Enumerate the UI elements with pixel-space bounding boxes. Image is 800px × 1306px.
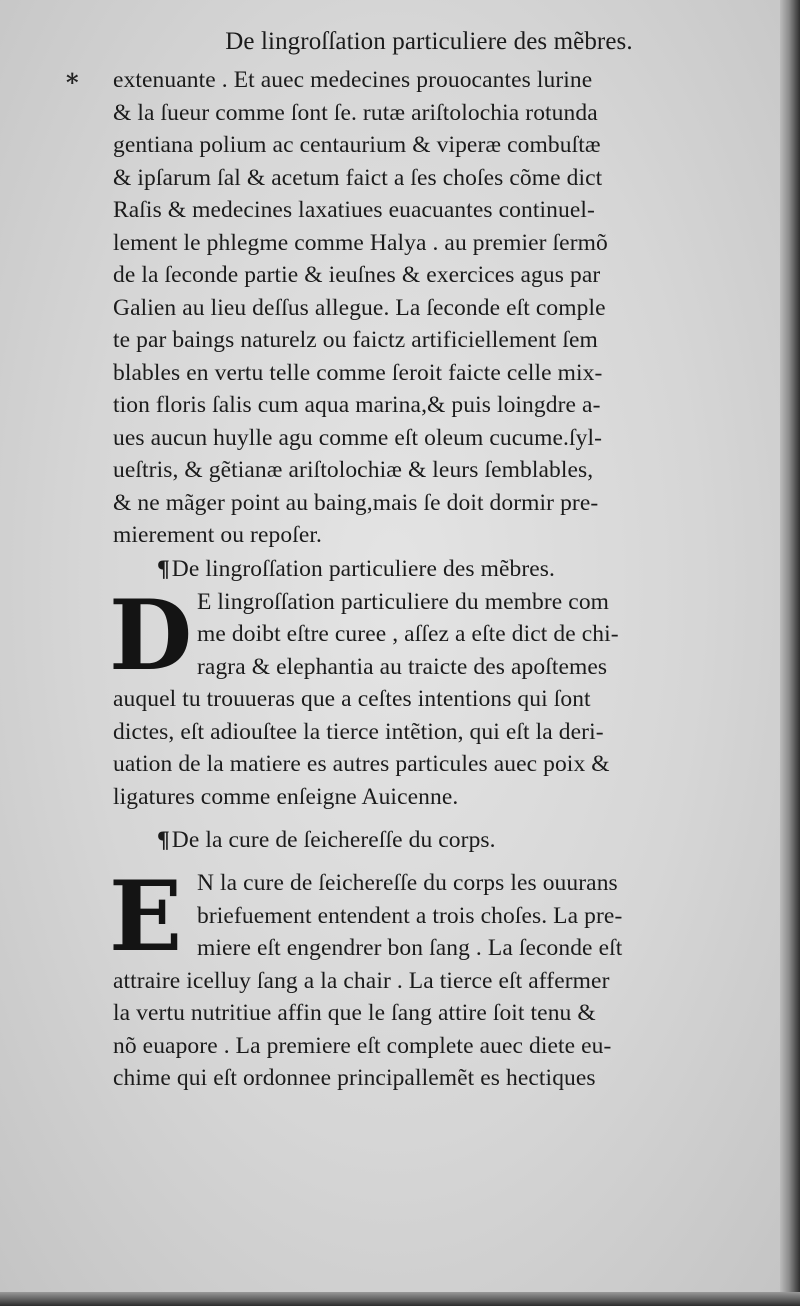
paragraph-1 <box>113 64 735 552</box>
section-heading <box>113 823 735 857</box>
text-line: & ne mãger point au baing,mais ſe doit dormir pre- <box>113 489 599 516</box>
text-line: dictes, eſt adiouſtee la tierce intẽtion, qui eſt la deri- <box>113 718 604 745</box>
section-heading-text: De lingroſſation particuliere des mẽbres. <box>171 555 556 582</box>
text-line: extenuante . Et auec medecines prouocantes lurine <box>113 67 593 93</box>
section-heading <box>113 552 735 586</box>
text-line: chime qui eſt ordonnee principallemẽt es hectiques <box>113 1065 596 1091</box>
text-line: la vertu nutritiue affin que le ſang attire ſoit tenu & <box>113 1000 596 1026</box>
text-line: lement le phlegme comme Halya . au premier ſermõ <box>113 229 608 256</box>
text-line: de la ſeconde partie & ieuſnes & exercices agus par <box>113 262 601 288</box>
marginal-mark: * <box>66 68 79 97</box>
text-line: te par baings naturelz ou faictz artificiellement ſem <box>113 327 598 353</box>
text-line: ragra & elephantia au traicte des apoſtemes <box>197 653 608 680</box>
spacer <box>113 813 735 823</box>
text-line: ues aucun huylle agu comme eſt oleum cucume.ſyl- <box>113 424 603 451</box>
drop-cap: E <box>109 860 183 973</box>
pilcrow-icon: ¶ <box>157 827 170 853</box>
section-2-body <box>109 860 735 1095</box>
text-line: nõ euapore . La premiere eſt complete auec diete eu- <box>113 1032 612 1059</box>
text-line: uation de la matiere es autres particules auec poix & <box>113 751 610 777</box>
text-line: ligatures comme enſeigne Auicenne. <box>113 783 459 810</box>
text-line: auquel tu trouueras que a ceſtes intentions qui ſont <box>113 686 591 712</box>
spacer <box>113 857 735 867</box>
text-line: ueſtris, & gẽtianæ ariſtolochiæ & leurs ſemblables, <box>113 457 594 483</box>
text-line: mierement ou repoſer. <box>113 522 322 548</box>
text-line: & ipſarum ſal & acetum faict a ſes choſes cõme dict <box>113 164 603 191</box>
page-text <box>109 20 735 1095</box>
text-line: & la ſueur comme ſont ſe. rutæ ariſtolochia rotunda <box>113 99 598 126</box>
text-line: Galien au lieu deſſus allegue. La ſeconde eſt comple <box>113 294 606 321</box>
text-line: attraire icelluy ſang a la chair . La tierce eſt affermer <box>113 967 610 994</box>
text-line: blables en vertu telle comme ſeroit faicte celle mix- <box>113 359 603 386</box>
text-line: E lingroſſation particuliere du membre com <box>197 588 610 615</box>
section-heading-text: De la cure de ſeichereſſe du corps. <box>171 827 496 853</box>
pilcrow-icon: ¶ <box>157 555 170 582</box>
text-line: N la cure de ſeichereſſe du corps les ouurans <box>197 870 618 896</box>
page-edge-right <box>780 0 800 1306</box>
section-1-body <box>109 578 735 814</box>
page-edge-bottom <box>0 1292 800 1306</box>
text-line: briefuement entendent a trois choſes. La pre- <box>197 902 623 929</box>
running-head: De lingroſſation particuliere des mẽbres. <box>225 28 633 55</box>
text-line: gentiana polium ac centaurium & viperæ combuſtæ <box>113 132 601 158</box>
drop-cap: D <box>109 578 193 692</box>
text-line: me doibt eſtre curee , aſſez a eſte dict de chi- <box>197 621 619 647</box>
text-line: Raſis & medecines laxatiues euacuantes continuel- <box>113 197 595 223</box>
text-line: tion floris ſalis cum aqua marina,& puis loingdre a- <box>113 392 601 418</box>
text-line: miere eſt engendrer bon ſang . La ſeconde eſt <box>197 935 623 961</box>
